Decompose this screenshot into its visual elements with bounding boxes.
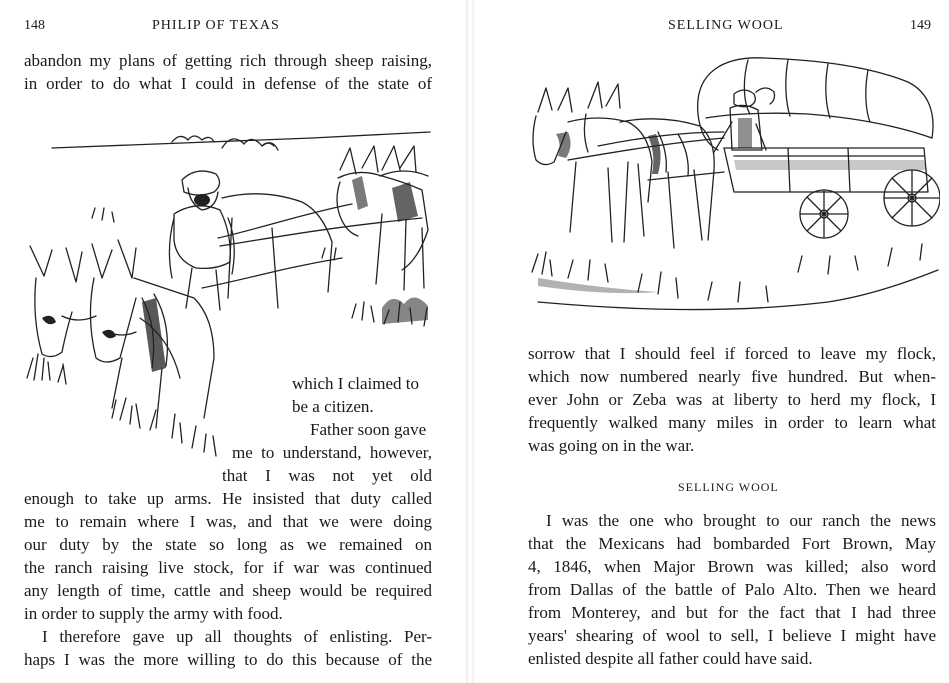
text-line: any length of time, cattle and sheep would be required bbox=[24, 581, 432, 600]
text-line: which I claimed to bbox=[292, 374, 419, 393]
text-line: 4, 1846, when Major Brown was killed; also word bbox=[528, 557, 936, 576]
text-line: enough to take up arms. He insisted that duty called bbox=[24, 489, 432, 508]
text-line: the ranch raising live stock, for if war was continued bbox=[24, 558, 432, 577]
left-running-head: PHILIP OF TEXAS bbox=[152, 18, 280, 33]
text-line: that the Mexicans had bombarded Fort Brown, May bbox=[528, 534, 936, 553]
left-page bbox=[0, 0, 466, 683]
text-line: our duty by the state so long as we remained on bbox=[24, 535, 432, 554]
text-line: I was the one who brought to our ranch the news bbox=[546, 511, 936, 530]
right-page-number: 149 bbox=[910, 18, 931, 33]
text-line: enlisted despite all father could have said. bbox=[528, 649, 813, 668]
text-line: be a citizen. bbox=[292, 397, 374, 416]
text-line: from Monterey, and but for the fact that I had three bbox=[528, 603, 936, 622]
text-line: haps I was the more willing to do this because of the bbox=[24, 650, 432, 669]
book-gutter bbox=[466, 0, 474, 683]
text-line: in order to do what I could in defense of the state of bbox=[24, 74, 432, 93]
text-line: was going on in the war. bbox=[528, 436, 695, 455]
text-line: me to understand, however, bbox=[232, 443, 432, 462]
text-line: in order to supply the army with food. bbox=[24, 604, 283, 623]
left-page-number: 148 bbox=[24, 18, 45, 33]
text-line: me to remain where I was, and that we were doing bbox=[24, 512, 432, 531]
text-line: sorrow that I should feel if forced to leave my flock, bbox=[528, 344, 936, 363]
covered-wagon-illustration bbox=[528, 52, 940, 324]
text-line: frequently walked many miles in order to learn what bbox=[528, 413, 936, 432]
text-line: Father soon gave bbox=[310, 420, 427, 439]
right-running-head: SELLING WOOL bbox=[668, 18, 784, 33]
text-line: ever John or Zeba was at liberty to herd my flock, I bbox=[528, 390, 936, 409]
text-line: years' shearing of wool to sell, I believe I might have bbox=[528, 626, 936, 645]
text-line: that I was not yet old bbox=[222, 466, 432, 485]
right-page bbox=[474, 0, 949, 683]
text-line: abandon my plans of getting rich through sheep raising, bbox=[24, 51, 432, 70]
text-line: which now numbered nearly five hundred. But when- bbox=[528, 367, 936, 386]
text-line: from Dallas of the battle of Palo Alto. Then we heard bbox=[528, 580, 936, 599]
text-line: I therefore gave up all thoughts of enlisting. Per- bbox=[42, 627, 432, 646]
section-heading: SELLING WOOL bbox=[678, 480, 779, 494]
